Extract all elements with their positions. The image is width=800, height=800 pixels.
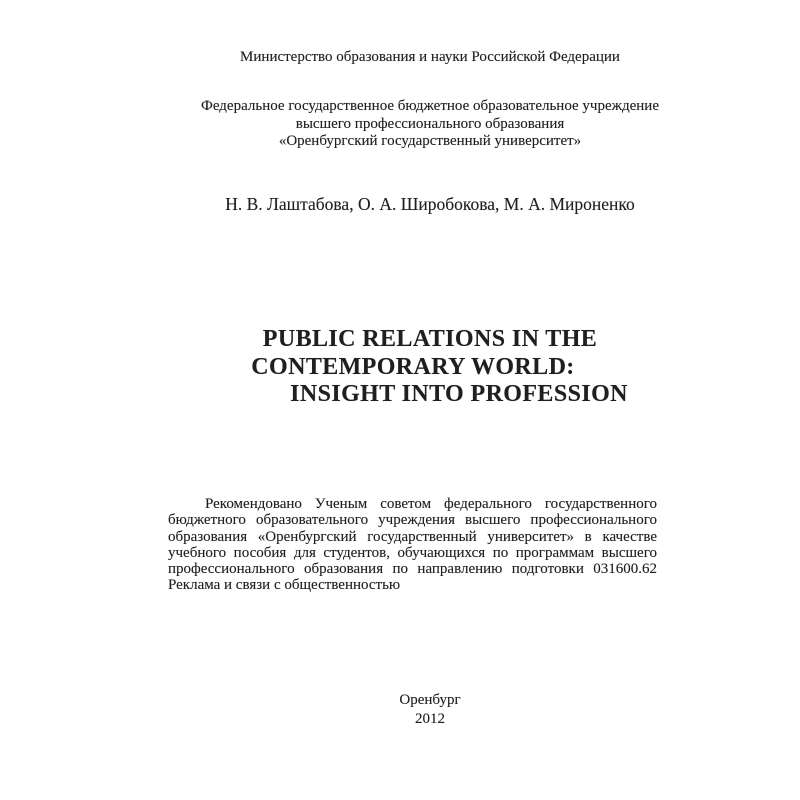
imprint-block (60, 691, 800, 729)
ministry-line: Министерство образования и науки Российской Федерации (240, 49, 620, 65)
institution-block (60, 98, 800, 151)
imprint-year: 2012 (415, 711, 445, 727)
book-title (60, 326, 800, 409)
recommendation-paragraph: Рекомендовано Ученым советом федерального государственного бюджетного образовательного учреждения высшего профессионального образования «Оренбургский государственный университет» в качестве учебного пособия для студентов, обучающихся по программам высшего профессионального образования по направлению подготовки 031600.62 Реклама и связи с общественностью (168, 496, 657, 594)
book-title-line-2: CONTEMPORARY WORLD: (251, 353, 575, 380)
book-title-line-1: PUBLIC RELATIONS IN THE (262, 326, 598, 352)
institution-line-2: высшего профессионального образования (295, 115, 565, 132)
book-title-line-3: INSIGHT INTO PROFESSION (290, 381, 628, 407)
institution-line-1: Федеральное государственное бюджетное образовательное учреждение (200, 98, 659, 114)
institution-line-3: «Оренбургский государственный университет» (278, 133, 582, 149)
authors-line: Н. В. Лаштабова, О. А. Широбокова, М. А. Мироненко (225, 194, 635, 214)
imprint-city: Оренбург (399, 692, 461, 708)
